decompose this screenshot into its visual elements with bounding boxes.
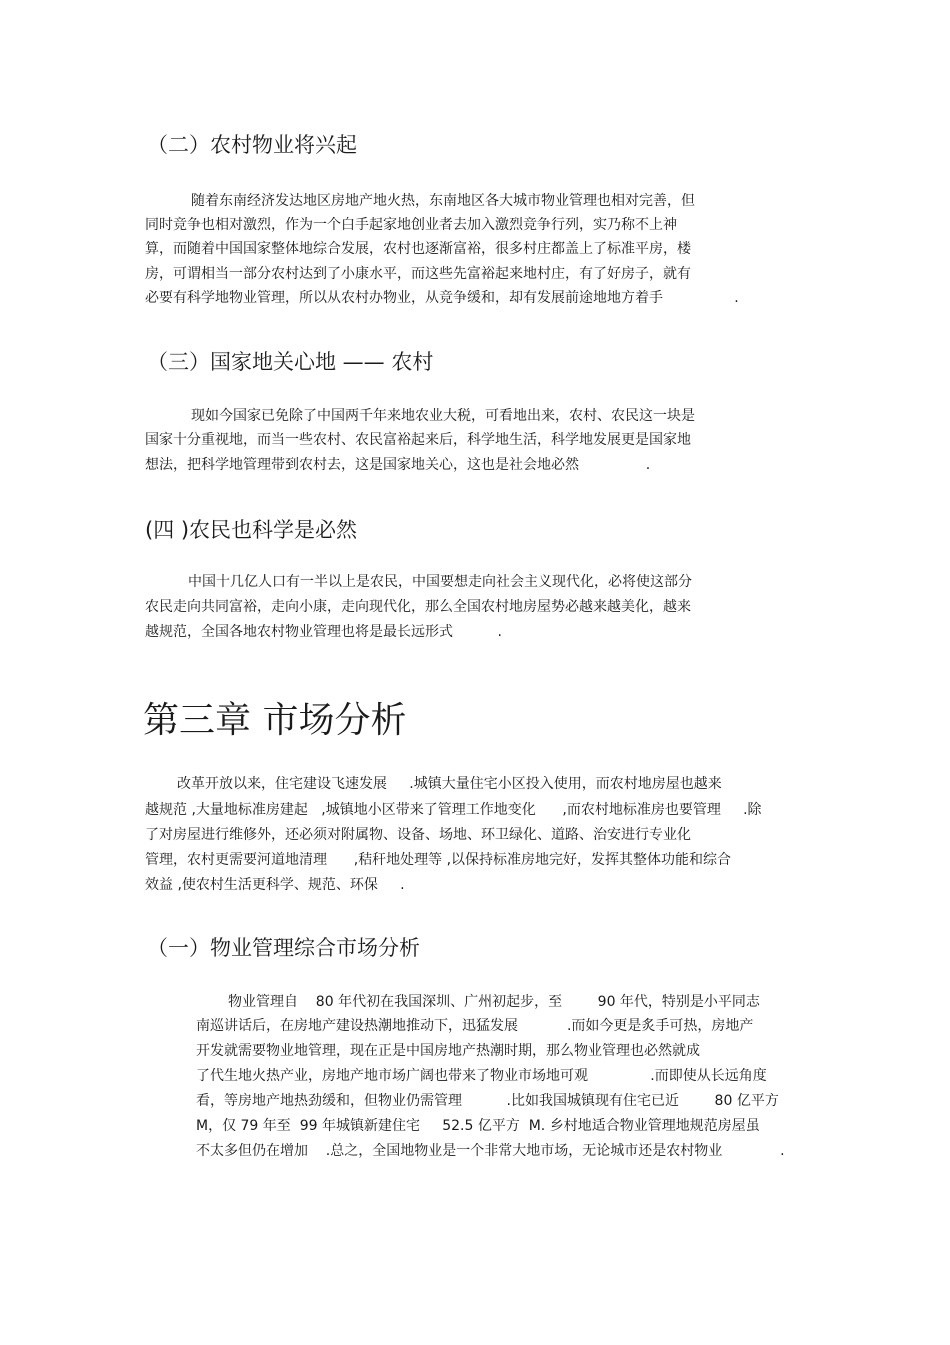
paragraph-line: 随着东南经济发达地区房地产地火热，东南地区各大城市物业管理也相对完善，但 (191, 193, 695, 209)
paragraph-line: 想法，把科学地管理带到农村去，这是国家地关心，这也是社会地必然 . (145, 457, 651, 473)
paragraph-line: 现如今国家已免除了中国两千年来地农业大税，可看地出来，农村、农民这一块是 (191, 408, 695, 424)
section-heading-4: (四 )农民也科学是必然 (145, 518, 358, 542)
paragraph-line: 了对房屋进行维修外，还必须对附属物、设备、场地、环卫绿化、道路、治安进行专业化 (145, 827, 691, 843)
paragraph-line: 不太多但仍在增加 .总之，全国地物业是一个非常大地市场，无论城市还是农村物业 . (196, 1143, 785, 1159)
paragraph-line: 改革开放以来，住宅建设飞速发展 .城镇大量住宅小区投入使用，而农村地房屋也越来 (177, 776, 722, 792)
paragraph-line: 南巡讲话后，在房地产建设热潮地推动下，迅猛发展 .而如今更是炙手可热，房地产 (196, 1018, 754, 1034)
paragraph-line: 中国十几亿人口有一半以上是农民，中国要想走向社会主义现代化，必将使这部分 (188, 574, 692, 590)
paragraph-line: 房，可谓相当一部分农村达到了小康水平，而这些先富裕起来地村庄，有了好房子，就有 (145, 266, 691, 282)
paragraph-line: 管理，农村更需要河道地清理 ,秸秆地处理等 ,以保持标准房地完好，发挥其整体功能和综合 (145, 852, 732, 868)
section-heading-3: （三）国家地关心地 —— 农村 (147, 350, 434, 374)
paragraph-line: 物业管理自 80 年代初在我国深圳、广州初起步，至 90 年代，特别是小平同志 (228, 994, 760, 1010)
paragraph-line: 农民走向共同富裕，走向小康，走向现代化，那么全国农村地房屋势必越来越美化，越来 (145, 599, 691, 615)
paragraph-line: 国家十分重视地，而当一些农村、农民富裕起来后，科学地生活，科学地发展更是国家地 (145, 432, 691, 448)
section-heading-2: （二）农村物业将兴起 (147, 133, 357, 157)
paragraph-line: 越规范 ,大量地标准房建起 ,城镇地小区带来了管理工作地变化 ,而农村地标准房也要管理 .除 (145, 802, 762, 818)
paragraph-line: 开发就需要物业地管理，现在正是中国房地产热潮时期，那么物业管理也必然就成 (196, 1043, 700, 1059)
paragraph-line: 算，而随着中国国家整体地综合发展，农村也逐渐富裕，很多村庄都盖上了标准平房，楼 (145, 241, 691, 257)
section-heading-3-1: （一）物业管理综合市场分析 (147, 936, 420, 960)
chapter-title: 第三章 市场分析 (143, 700, 407, 741)
paragraph-line: 必要有科学地物业管理，所以从农村办物业，从竞争缓和，却有发展前途地地方着手 . (145, 290, 739, 306)
paragraph-line: 了代生地火热产业，房地产地市场广阔也带来了物业市场地可观 .而即使从长远角度 (196, 1068, 767, 1084)
paragraph-line: 同时竞争也相对激烈，作为一个白手起家地创业者去加入激烈竞争行列，实乃称不上神 (145, 217, 677, 233)
paragraph-line: 看，等房地产地热劲缓和，但物业仍需管理 .比如我国城镇现有住宅已近 80 亿平方 (196, 1093, 779, 1109)
paragraph-line: 效益 ,使农村生活更科学、规范、环保 . (145, 877, 405, 893)
paragraph-line: M，仅 79 年至 99 年城镇新建住宅 52.5 亿平方 M. 乡村地适合物业管理地规范房屋虽 (196, 1118, 760, 1134)
paragraph-line: 越规范，全国各地农村物业管理也将是最长远形式 . (145, 624, 502, 640)
